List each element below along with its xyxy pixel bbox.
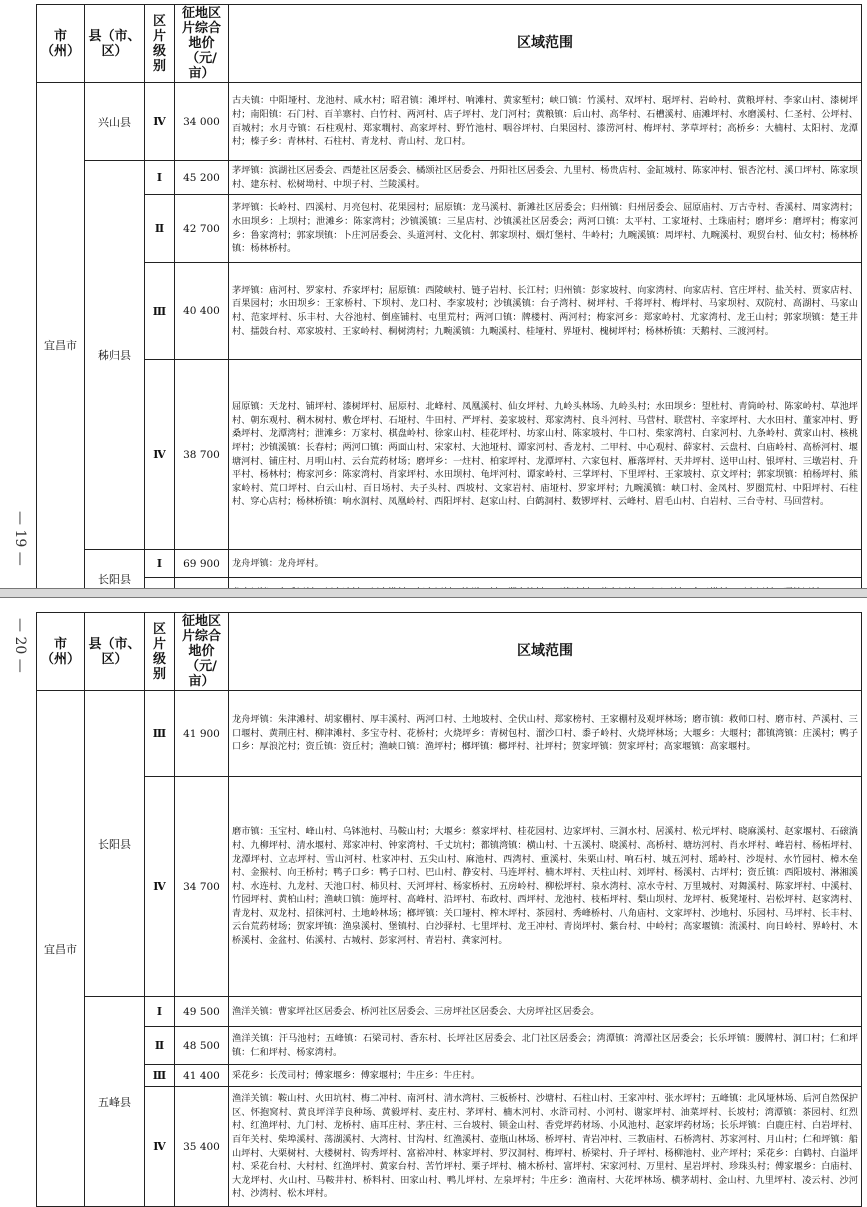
- price-cell: 40 400: [175, 263, 229, 360]
- table-row: [37, 263, 862, 360]
- table-row: [37, 161, 862, 195]
- page-separator: [0, 588, 867, 598]
- level-cell: Ⅲ: [145, 691, 175, 777]
- table-row: [37, 1027, 862, 1065]
- area-cell: 龙舟坪镇：龙舟坪村。: [229, 550, 862, 578]
- price-cell: 38 700: [175, 360, 229, 550]
- level-cell: Ⅳ: [145, 83, 175, 161]
- price-cell: 48 500: [175, 1027, 229, 1065]
- county-cell: 五峰县: [85, 997, 145, 1207]
- header-price: 征地区片综合地价（元/亩）: [175, 613, 229, 691]
- table-row: [37, 1087, 862, 1207]
- price-cell: 49 500: [175, 997, 229, 1027]
- header-range: 区域范围: [229, 613, 862, 691]
- land-price-table: [36, 4, 862, 608]
- price-cell: 69 900: [175, 550, 229, 578]
- price-cell: 45 200: [175, 161, 229, 195]
- price-cell: 42 700: [175, 195, 229, 263]
- page-number: — 20 —: [12, 617, 28, 673]
- county-cell: 兴山县: [85, 83, 145, 161]
- price-cell: 34 000: [175, 83, 229, 161]
- header-price: 征地区片综合地价（元/亩）: [175, 5, 229, 83]
- table-row: [37, 997, 862, 1027]
- document-page-20: [0, 598, 867, 1200]
- header-level: 区片级别: [145, 5, 175, 83]
- price-cell: 34 700: [175, 777, 229, 997]
- land-price-table: [36, 612, 862, 1207]
- level-cell: Ⅳ: [145, 1087, 175, 1207]
- table-row: [37, 691, 862, 777]
- area-cell: 渔洋关镇：曹家坪社区居委会、桥河社区居委会、三房坪社区居委会、大房坪社区居委会。: [229, 997, 862, 1027]
- table-row: [37, 1065, 862, 1087]
- area-cell: 屈原镇：天龙村、铺坪村、漆树坪村、屈原村、北峰村、凤凰溪村、仙女坪村、九岭头林场、九岭头村；水田坝乡：望杜村、青筒岭村、陈家岭村、草池坪村、朝东观村、稠木树村、敷仓坪村、石垭村、牛田村、严坪村、姜家坡村、郑家湾村、良斗河村、马营村、联营村、辛家坪村、大水田村、董家冲村、野桑坪村、龙潭湾村；泄滩乡：万家村、棋盘岭村、徐家山村、桂花坪村、坊家山村、陈家坡村、牛口村、柴家湾村、白家河村、九条岭村、黄家山村、核桃坪村；沙镇溪镇：长春村；两河口镇：两面山村、宋家村、大池垭村、谭家河村、香龙村、二甲村、中心观村、薛家村、云盘村、白庙岭村、高桥河村、堰塘河村、铺庄村、月明山村、云台荒药材场；磨坪乡：一炷村、柏家坪村、龙潭坪村、六家包村、雁落坪村、天井坪村、送甲山村、银坪村、三墩岩村、升平村、杨林村；梅家河乡：陈家湾村、肖家坪村、水田坝村、龟坪河村、谭家岭村、三掌坪村、下里坪村、王家坡村、京文坪村；郭家坝镇：柏杨坪村、熊家岭村、荒口坪村、白云山村、百日场村、夫子头村、西坡村、文家岩村、庙垭村、罗家坪村；九畹溪镇：峡口村、金凤村、罗圈荒村、中阳坪村、石柱村、穿心店村；杨林桥镇：响水洞村、凤凰岭村、西阳坪村、赵家山村、白鹤洞村、数锣坪村、云峰村、眉毛山村、白岩村、三台寺村、马回营村。: [229, 360, 862, 550]
- level-cell: Ⅱ: [145, 195, 175, 263]
- level-cell: Ⅱ: [145, 1027, 175, 1065]
- county-cell: 秭归县: [85, 161, 145, 550]
- level-cell: Ⅰ: [145, 550, 175, 578]
- area-cell: 渔洋关镇：鞍山村、火田坑村、梅二冲村、南河村、清水湾村、三板桥村、沙塘村、石柱山村、王家冲村、张水坪村；五峰镇：北风垭林场、后河自然保护区、怀抱窝村、黄良坪洋芋良种场、黄毅坪村、麦庄村、茅坪村、楠木河村、水浒司村、小河村、谢家坪村、油菜坪村、长坡村；湾潭镇：茶园村、红烈村、红渔坪村、九门村、龙桥村、庙耳庄村、茅庄村、三台坡村、锁金山村、香党坪药材场、小风池村、赵家坪药材场；长乐坪镇：白鹿庄村、白岩坪村、百年关村、柴埠溪村、荡湖溪村、大湾村、甘沟村、红渔溪村、壶瓶山林场、桥坪村、青岩冲村、三教庙村、石桥湾村、苏家河村、月山村；仁和坪镇：船山坪村、大栗树村、大楼树村、钩秀坪村、富裕冲村、林家坪村、罗汉洞村、梅坪村、桥梁村、升子坪村、杨柳池村、业产坪村；采花乡：白鹤村、白溢坪村、采花台村、大村村、红渔坪村、黄家台村、苦竹坪村、栗子坪村、楠木桥村、富坪村、宋家河村、万里村、星岩坪村、珍珠头村；傅家堰乡：白庙村、大龙坪村、火山村、马鞍井村、桥料村、田家山村、鸭儿坪村、左泉坪村；牛庄乡：渔南村、大花坪林场、横茅胡村、金山村、九里坪村、凌云村、沙河村、沙湾村、松木坪村。: [229, 1087, 862, 1207]
- level-cell: Ⅰ: [145, 997, 175, 1027]
- header-county: 县（市、区）: [85, 5, 145, 83]
- county-cell: 长阳县: [85, 691, 145, 997]
- level-cell: Ⅳ: [145, 360, 175, 550]
- table-row: [37, 777, 862, 997]
- area-cell: 茅坪镇：滨湖社区居委会、西楚社区居委会、橘颂社区居委会、丹阳社区居委会、九里村、杨贵店村、金缸城村、陈家冲村、银杏沱村、溪口坪村、陈家坝村、建东村、松树坳村、中坝子村、兰陵溪村。: [229, 161, 862, 195]
- area-cell: 茅坪镇：长岭村、四溪村、月亮包村、花果园村；屈原镇：龙马溪村、新滩社区居委会；归州镇：归州居委会、屈原庙村、万古寺村、香溪村、周家湾村；水田坝乡：上坝村；泄滩乡：陈家湾村；沙镇溪镇：三星店村、沙镇溪社区居委会；两河口镇：太平村、工家垭村、土珠庙村；磨坪乡：磨坪村；梅家河乡：鲁家湾村；郭家坝镇：卜庄河居委会、头道河村、文化村、郭家坝村、烟灯堡村、牛岭村；九畹溪镇：周坪村、九畹溪村、观贸台村、仙女村；杨林桥镇：杨林桥村。: [229, 195, 862, 263]
- level-cell: Ⅲ: [145, 263, 175, 360]
- header-city: 市（州）: [37, 5, 85, 83]
- county-cell: 长阳县: [85, 550, 145, 608]
- area-cell: 龙舟坪镇：朱津滩村、胡家棚村、厚丰溪村、两河口村、土地坡村、全伏山村、郑家榜村、王家棚村及观坪林场；磨市镇：救师口村、磨市村、芦溪村、三口堰村、黄荆庄村、柳津滩村、多宝寺村、花桥村；火烧坪乡：青树包村、溜沙口村、黍子岭村、火烧坪林场；大堰乡：大堰村；都镇湾镇：庄溪村；鸭子口乡：厚浪沱村；资丘镇：资丘村；渔峡口镇：渔坪村；榔坪镇：榔坪村、社坪村；贺家坪镇：贺家坪村；高家堰镇：高家堰村。: [229, 691, 862, 777]
- table-row: [37, 550, 862, 578]
- header-city: 市（州）: [37, 613, 85, 691]
- price-cell: 41 900: [175, 691, 229, 777]
- header-range: 区域范围: [229, 5, 862, 83]
- level-cell: Ⅰ: [145, 161, 175, 195]
- table-header-row: [37, 613, 862, 691]
- area-cell: 渔洋关镇：汗马池村；五峰镇：石梁司村、香东村、长坪社区居委会、北门社区居委会；湾潭镇：湾潭社区居委会；长乐坪镇：腰牌村、洞口村；仁和坪镇：仁和坪村、杨家湾村。: [229, 1027, 862, 1065]
- area-cell: 采花乡：长茂司村；傅家堰乡：傅家堰村；牛庄乡：牛庄村。: [229, 1065, 862, 1087]
- page-number: — 19 —: [12, 510, 28, 566]
- price-cell: 35 400: [175, 1087, 229, 1207]
- level-cell: Ⅳ: [145, 777, 175, 997]
- price-cell: 41 400: [175, 1065, 229, 1087]
- header-county: 县（市、区）: [85, 613, 145, 691]
- area-cell: 茅坪镇：庙河村、罗家村、乔家坪村；屈原镇：西陵峡村、链子岩村、长江村；归州镇：彭家坡村、向家湾村、向家店村、官庄坪村、盐关村、贾家店村、百果园村；水田坝乡：王家桥村、下坝村、龙口村、李家坡村；沙镇溪镇：台子湾村、树坪村、千将坪村、梅坪村、马家坝村、双院村、高湖村、马家山村、范家坪村、乐丰村、大谷池村、倒座铺村、屯里荒村；两河口镇：牌楼村、两河村；梅家河乡：郑家岭村、尤家湾村、龙王山村；郭家坝镇：楚王井村、擂鼓台村、邓家坡村、王家岭村、桐树湾村；九畹溪镇：九畹溪村、桂垭村、界垭村、槐树坪村；杨林桥镇：天鹅村、三渡河村。: [229, 263, 862, 360]
- area-cell: 磨市镇：玉宝村、峰山村、乌钵池村、马鞍山村；大堰乡：蔡家坪村、桂花园村、边家坪村、三洞水村、居溪村、松元坪村、晓麻溪村、赵家堰村、石磙淌村、九柳坪村、清水堰村、郑家冲村、钟家湾村、千丈坑村；都镇湾镇：横山村、十五溪村、晓溪村、高桥村、塘坊河村、肖水坪村、峰岩村、杨柘坪村、龙潭坪村、立志坪村、雪山河村、杜家冲村、五尖山村、麻池村、西湾村、重溪村、朱栗山村、响石村、城五河村、瑶岭村、沙堤村、水竹园村、樟木垒村、金猴村、向王桥村；鸭子口乡：鸭子口村、巴山村、静安村、马连坪村、楠木坪村、天柱山村、刘坪村、杨溪村、古坪村；资丘镇：西阳坡村、淋湘溪村、水连村、九龙村、天池口村、柿贝村、天河坪村、杨家桥村、五房岭村、柳松坪村、泉水湾村、凉水寺村、万里城村、对舞溪村、陈家坪村、中溪村、竹园坪村、黄柏山村；渔峡口镇：施坪村、高峰村、沿坪村、布政村、西坪村、龙池村、枝柘坪村、梨山坝村、龙坪村、板凳垭村、岩松坪村、赵家湾村、青龙村、双龙村、招徕河村、土地岭林场；榔坪镇：关口垭村、榨木坪村、茶园村、秀峰桥村、八角庙村、文家坪村、沙地村、乐园村、马坪村、长丰村、云台荒药材场；贺家坪镇：渔泉溪村、堡镇村、白沙驿村、七里坪村、龙王冲村、青岗坪村、紫台村、中岭村；高家堰镇：流溪村、向日岭村、界岭村、木桥溪村、金盆村、佑溪村、古城村、彭家河村、青岩村、龚家河村。: [229, 777, 862, 997]
- level-cell: Ⅲ: [145, 1065, 175, 1087]
- table-row: [37, 195, 862, 263]
- table-row: [37, 360, 862, 550]
- document-page-19: [0, 0, 867, 588]
- city-cell: 宜昌市: [37, 83, 85, 608]
- area-cell: 古夫镇：中阳垭村、龙池村、咸水村；昭君镇：滩坪村、响滩村、黄家堑村；峡口镇：竹溪村、双坪村、琚坪村、岩岭村、黄粮坪村、李家山村、漆树坪村；南阳镇：石门村、百羊寨村、白竹村、两河村、店子坪村、龙门河村；黄粮镇：后山村、高华村、石槽溪村、庙滩坪村、水磨溪村、仁圣村、公坪村、百城村；水月寺镇：石柱观村、郑家墹村、高家坪村、野竹池村、咽谷坪村、白果园村、漆涝河村、梅坪村、茅草坪村；高桥乡：大楠村、太阳村、龙潭村；榛子乡：青林村、石柱村、青龙村、青山村、龙口村。: [229, 83, 862, 161]
- city-cell: 宜昌市: [37, 691, 85, 1207]
- header-level: 区片级别: [145, 613, 175, 691]
- table-row: [37, 83, 862, 161]
- table-header-row: [37, 5, 862, 83]
